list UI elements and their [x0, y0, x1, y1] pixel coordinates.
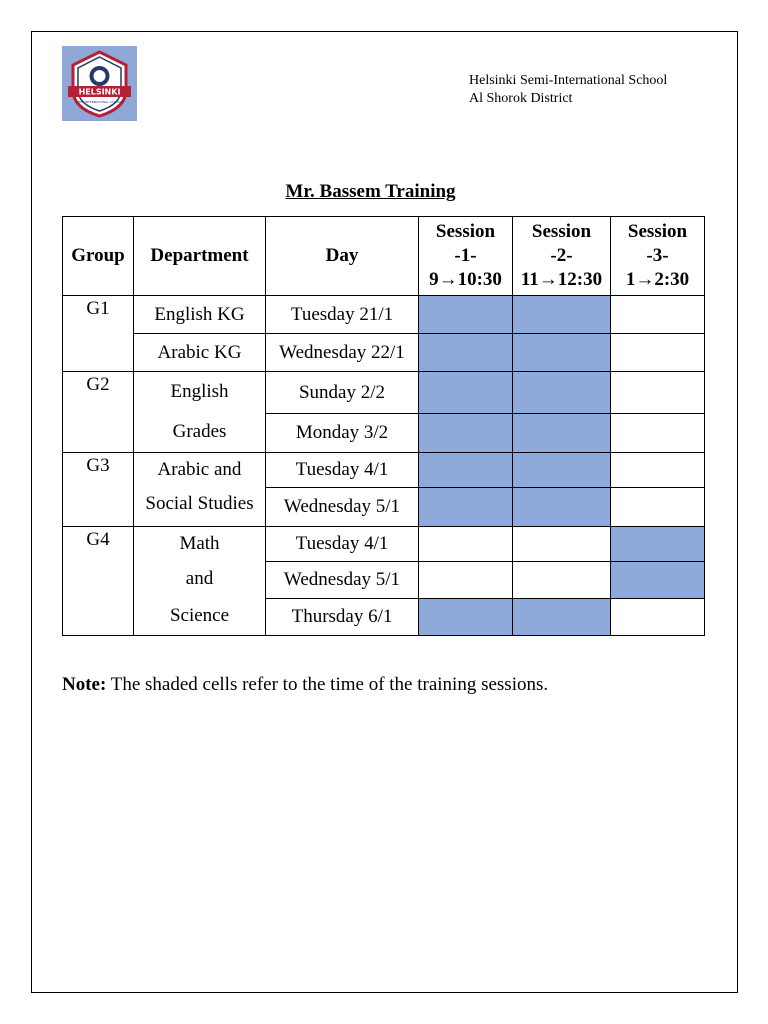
group-cell: G4 [63, 527, 134, 636]
day-cell: Thursday 6/1 [266, 599, 419, 636]
note-label: Note: [62, 674, 107, 695]
session-cell [419, 453, 513, 488]
session-cell [611, 488, 705, 527]
day-cell: Tuesday 4/1 [266, 527, 419, 562]
day-cell: Wednesday 22/1 [266, 334, 419, 372]
department-cell: Math and Science [134, 527, 266, 636]
header-session-2: Session -2- 11→12:30 [513, 217, 611, 296]
department-cell: English Grades [134, 372, 266, 453]
page-title: Mr. Bassem Training [285, 181, 456, 202]
svg-text:HELSINKI: HELSINKI [78, 87, 121, 97]
table-row [63, 372, 705, 414]
session-cell [611, 453, 705, 488]
session-cell [419, 334, 513, 372]
session-cell [513, 334, 611, 372]
session-cell [513, 453, 611, 488]
table-row [63, 453, 705, 488]
training-schedule-table [62, 216, 705, 636]
session-cell [513, 562, 611, 599]
session-cell [419, 414, 513, 453]
table-row [63, 527, 705, 562]
session-cell [611, 599, 705, 636]
header-session-1: Session -1- 9→10:30 [419, 217, 513, 296]
school-district: Al Shorok District [469, 91, 573, 106]
group-cell: G1 [63, 296, 134, 372]
session-cell [419, 527, 513, 562]
day-cell: Wednesday 5/1 [266, 562, 419, 599]
day-cell: Tuesday 21/1 [266, 296, 419, 334]
header-session-3: Session -3- 1→2:30 [611, 217, 705, 296]
day-cell: Sunday 2/2 [266, 372, 419, 414]
day-cell: Wednesday 5/1 [266, 488, 419, 527]
session-cell [513, 599, 611, 636]
session-cell [513, 372, 611, 414]
day-cell: Monday 3/2 [266, 414, 419, 453]
header-day: Day [266, 217, 419, 296]
svg-text:SEMI-INTERNATIONAL SCHOOL: SEMI-INTERNATIONAL SCHOOL [76, 100, 123, 104]
table-row [63, 334, 705, 372]
session-cell [419, 372, 513, 414]
school-name: Helsinki Semi-International School [469, 73, 668, 88]
session-cell [611, 296, 705, 334]
session-cell [513, 527, 611, 562]
session-cell [611, 527, 705, 562]
session-cell [513, 488, 611, 527]
session-cell [419, 599, 513, 636]
session-cell [513, 414, 611, 453]
group-cell: G2 [63, 372, 134, 453]
header-group: Group [63, 217, 134, 296]
session-cell [611, 334, 705, 372]
session-cell [611, 372, 705, 414]
department-cell: Arabic and Social Studies [134, 453, 266, 527]
session-cell [513, 296, 611, 334]
session-cell [419, 488, 513, 527]
day-cell: Tuesday 4/1 [266, 453, 419, 488]
school-logo [62, 46, 137, 121]
session-cell [419, 562, 513, 599]
session-cell [419, 296, 513, 334]
session-cell [611, 414, 705, 453]
session-cell [611, 562, 705, 599]
note [62, 674, 548, 696]
table-header-row [63, 217, 705, 296]
department-cell: Arabic KG [134, 334, 266, 372]
note-text: The shaded cells refer to the time of the training sessions. [106, 674, 549, 695]
header-department: Department [134, 217, 266, 296]
department-cell: English KG [134, 296, 266, 334]
group-cell: G3 [63, 453, 134, 527]
school-info [469, 72, 667, 108]
table-row [63, 296, 705, 334]
